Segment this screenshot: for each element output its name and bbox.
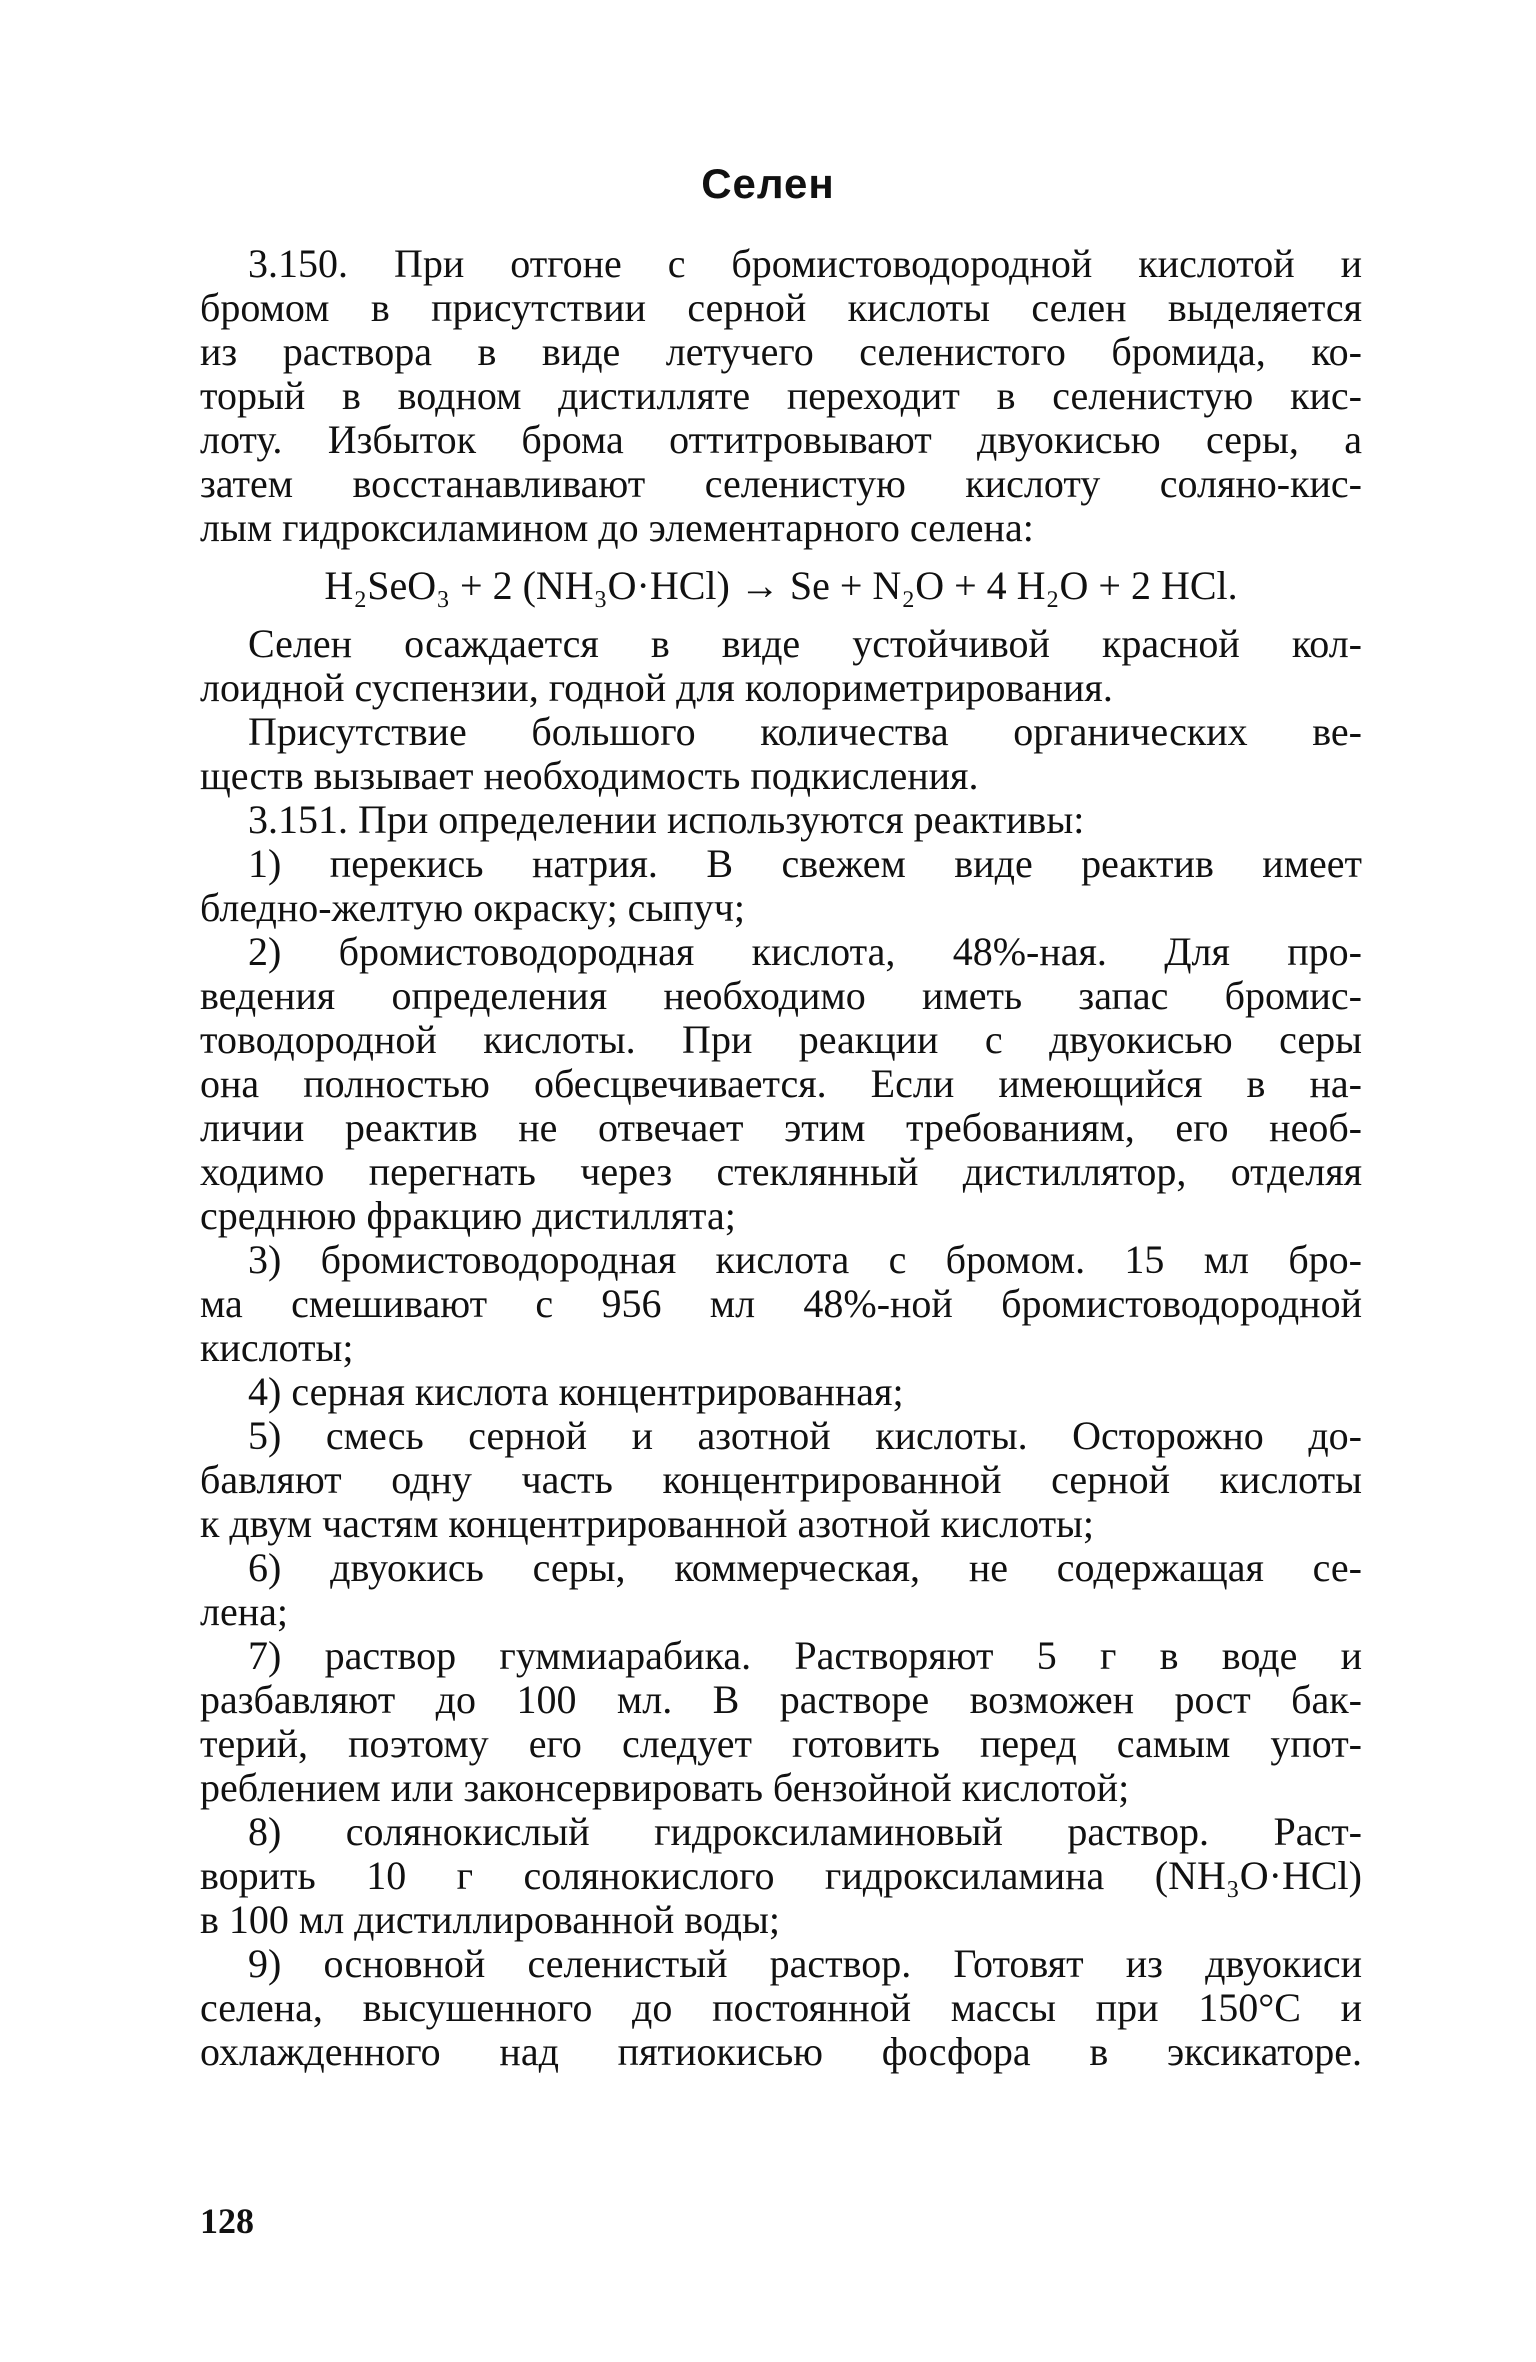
list-item-line: 8) солянокислый гидроксиламиновый раствор. Раст- <box>248 1809 1362 1854</box>
list-item-line: 4) серная кислота концентрированная; <box>248 1369 904 1414</box>
list-item-line: охлажденного над пятиокисью фосфора в эксикаторе. <box>200 2029 1362 2074</box>
list-item-line: терий, поэтому его следует готовить перед самым упот- <box>200 1721 1362 1766</box>
list-item-line: 6) двуокись серы, коммерческая, не содержащая се- <box>248 1545 1362 1590</box>
list-item-line: 2) бромистоводородная кислота, 48%-ная. Для про- <box>248 929 1362 974</box>
paragraph-line: лым гидроксиламином до элементарного селена: <box>200 505 1034 550</box>
list-item-line: 1) перекись натрия. В свежем виде реактив имеет <box>248 841 1362 886</box>
paragraph-line: 3.150. При отгоне с бромистоводородной кислотой и <box>248 241 1362 286</box>
paragraph-line: ществ вызывает необходимость подкисления. <box>200 753 979 798</box>
paragraph-line: лоту. Избыток брома оттитровывают двуокисью серы, а <box>200 417 1362 462</box>
list-item-line: лена; <box>200 1589 288 1634</box>
list-item-line: кислоты; <box>200 1325 354 1370</box>
list-item-line: личии реактив не отвечает этим требованиям, его необ- <box>200 1105 1362 1150</box>
list-item-line: бледно-желтую окраску; сыпуч; <box>200 885 745 930</box>
list-item-line: она полностью обесцвечивается. Если имеющийся в на- <box>200 1061 1362 1106</box>
list-item-line: бавляют одну часть концентрированной серной кислоты <box>200 1457 1362 1502</box>
list-item-line: среднюю фракцию дистиллята; <box>200 1193 736 1238</box>
list-item-line: ведения определения необходимо иметь запас бромис- <box>200 973 1362 1018</box>
paragraph-line: из раствора в виде летучего селенистого бромида, ко- <box>200 329 1362 374</box>
list-item-line: к двум частям концентрированной азотной кислоты; <box>200 1501 1095 1546</box>
list-item-line: 5) смесь серной и азотной кислоты. Осторожно до- <box>248 1413 1362 1458</box>
page-number: 128 <box>200 2201 254 2241</box>
list-item-line: ма смешивают с 956 мл 48%-ной бромистоводородной <box>200 1281 1362 1326</box>
paragraph-line: затем восстанавливают селенистую кислоту соляно-кис- <box>200 461 1362 506</box>
body-text <box>200 242 1362 2074</box>
paragraph-line: 3.151. При определении используются реактивы: <box>248 797 1085 842</box>
list-item-line: в 100 мл дистиллированной воды; <box>200 1897 781 1942</box>
list-item-line: ходимо перегнать через стеклянный дистиллятор, отделяя <box>200 1149 1362 1194</box>
list-item-line: 3) бромистоводородная кислота с бромом. 15 мл бро- <box>248 1237 1362 1282</box>
paragraph-line: лоидной суспензии, годной для колориметрирования. <box>200 665 1113 710</box>
list-item-line: 7) раствор гуммиарабика. Растворяют 5 г в воде и <box>248 1633 1362 1678</box>
list-item-line: 9) основной селенистый раствор. Готовят из двуокиси <box>248 1941 1362 1986</box>
list-item-line: разбавляют до 100 мл. В растворе возможен рост бак- <box>200 1677 1362 1722</box>
list-item-line: селена, высушенного до постоянной массы при 150°C и <box>200 1985 1362 2030</box>
list-item-line: товодородной кислоты. При реакции с двуокисью серы <box>200 1017 1362 1062</box>
section-title: Селен <box>701 160 835 207</box>
paragraph-line: бромом в присутствии серной кислоты селен выделяется <box>200 285 1362 330</box>
chemical-equation: H₂SeO₃ + 2 (NH₃O·HCl) → Se + N₂O + 4 H₂O + 2 HCl. <box>324 563 1238 608</box>
paragraph-line: торый в водном дистилляте переходит в селенистую кис- <box>200 373 1362 418</box>
list-item-line: реблением или законсервировать бензойной кислотой; <box>200 1765 1130 1810</box>
paragraph-line: Присутствие большого количества органических ве- <box>248 709 1362 754</box>
paragraph-line: Селен осаждается в виде устойчивой красной кол- <box>248 621 1362 666</box>
list-item-line: ворить 10 г солянокислого гидроксиламина (NH₃O·HCl) <box>200 1853 1362 1898</box>
